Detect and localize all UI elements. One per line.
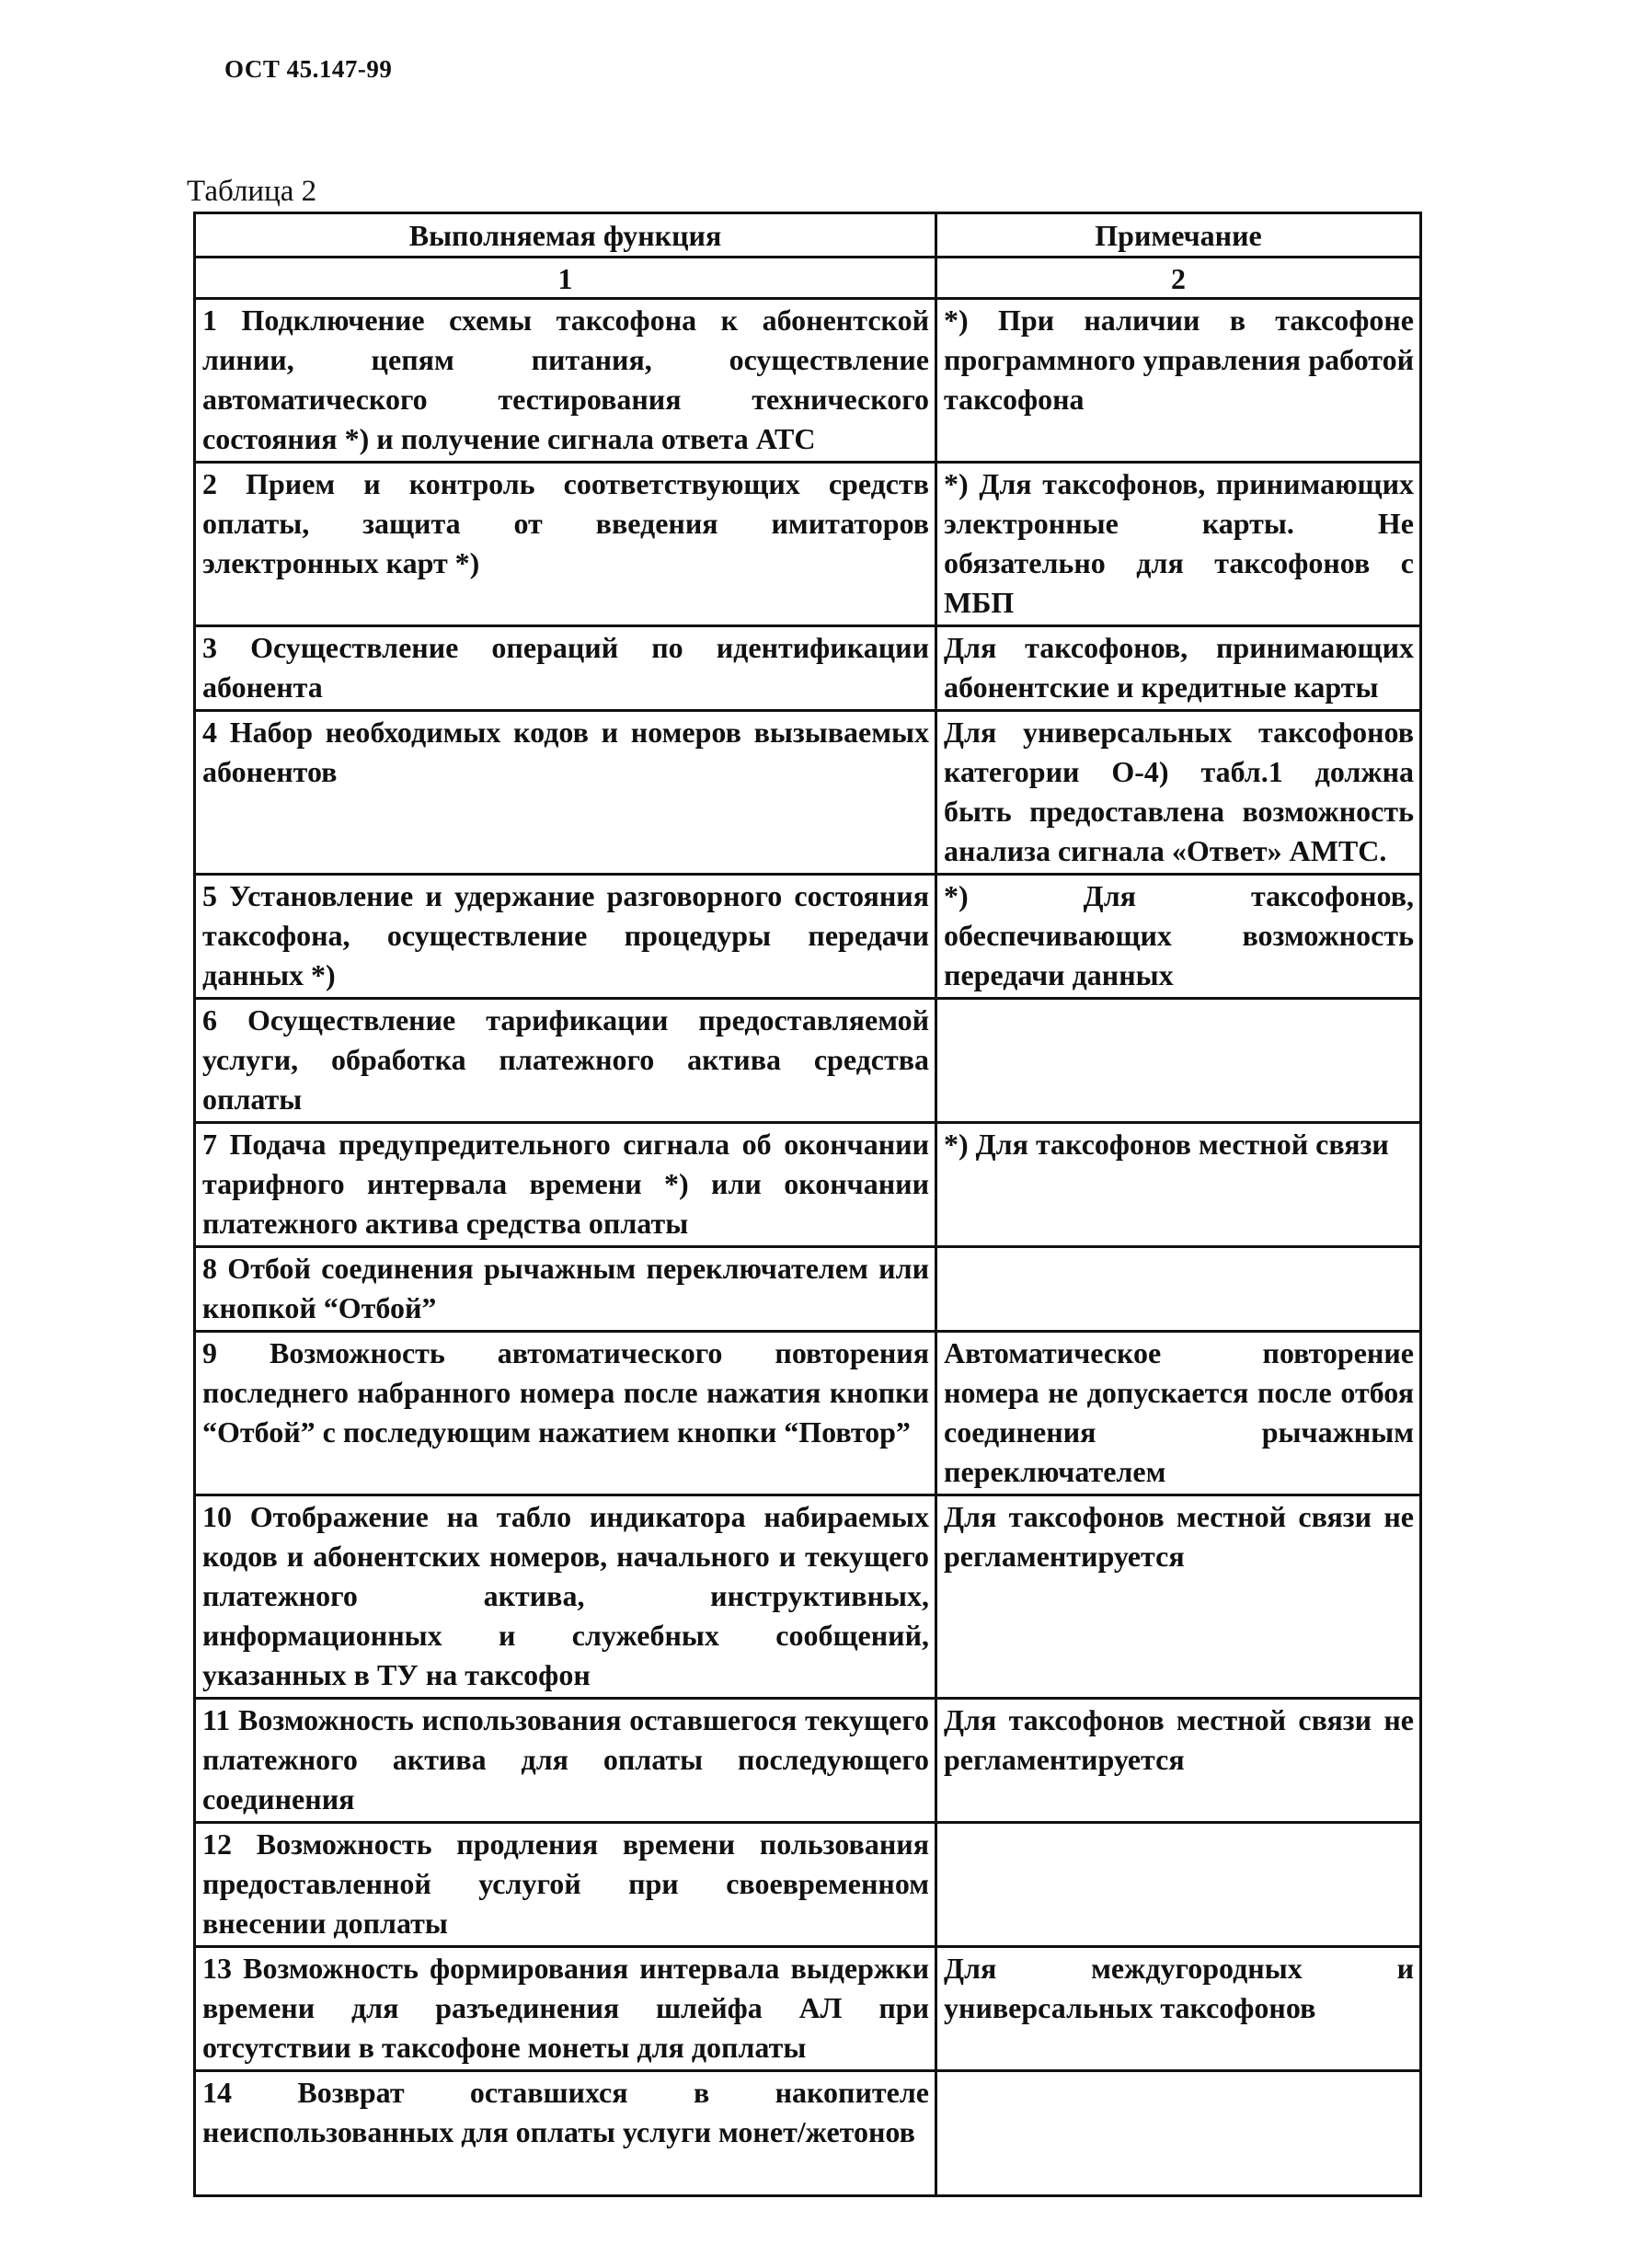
note-cell: Автоматическое повторение номера не допускается после отбоя соединения рычажным переключателем bbox=[936, 1332, 1421, 1495]
function-cell: 11 Возможность использования оставшегося текущего платежного актива для оплаты последующего соединения bbox=[195, 1699, 936, 1823]
note-cell bbox=[936, 1823, 1421, 1947]
function-cell: 2 Прием и контроль соответствующих средств оплаты, защита от введения имитаторов электронных карт *) bbox=[195, 463, 936, 626]
note-cell: *) Для таксофонов, обеспечивающих возможность передачи данных bbox=[936, 875, 1421, 999]
table-row bbox=[195, 1123, 1421, 1247]
table-row bbox=[195, 711, 1421, 875]
function-cell: 7 Подача предупредительного сигнала об окончании тарифного интервала времени *) или окончании платежного актива средства оплаты bbox=[195, 1123, 936, 1247]
table-row bbox=[195, 999, 1421, 1123]
note-cell bbox=[936, 999, 1421, 1123]
table-row bbox=[195, 1823, 1421, 1947]
table-row bbox=[195, 1947, 1421, 2071]
function-cell: 3 Осуществление операций по идентификации абонента bbox=[195, 626, 936, 711]
table-row bbox=[195, 1247, 1421, 1332]
note-cell: Для таксофонов местной связи не регламентируется bbox=[936, 1495, 1421, 1699]
note-cell: Для междугородных и универсальных таксофонов bbox=[936, 1947, 1421, 2071]
table-row bbox=[195, 2071, 1421, 2196]
table-row bbox=[195, 1495, 1421, 1699]
function-cell: 9 Возможность автоматического повторения последнего набранного номера после нажатия кнопки “Отбой” с последующим нажатием кнопки “Повтор” bbox=[195, 1332, 936, 1495]
table-header-row bbox=[195, 213, 1421, 258]
column-number-row bbox=[195, 258, 1421, 299]
function-cell: 12 Возможность продления времени пользования предоставленной услугой при своевременном внесении доплаты bbox=[195, 1823, 936, 1947]
note-cell: *) Для таксофонов местной связи bbox=[936, 1123, 1421, 1247]
table-row bbox=[195, 875, 1421, 999]
function-cell: 5 Установление и удержание разговорного состояния таксофона, осуществление процедуры передачи данных *) bbox=[195, 875, 936, 999]
function-cell: 1 Подключение схемы таксофона к абонентской линии, цепям питания, осуществление автоматического тестирования технического состояния *) и получение сигнала ответа АТС bbox=[195, 299, 936, 463]
table-row bbox=[195, 463, 1421, 626]
note-cell: Для универсальных таксофонов категории О-4) табл.1 должна быть предоставлена возможность анализа сигнала «Ответ» АМТС. bbox=[936, 711, 1421, 875]
function-cell: 4 Набор необходимых кодов и номеров вызываемых абонентов bbox=[195, 711, 936, 875]
column-header-note: Примечание bbox=[936, 213, 1421, 258]
column-number-1: 1 bbox=[195, 258, 936, 299]
note-cell bbox=[936, 2071, 1421, 2196]
table-row bbox=[195, 1699, 1421, 1823]
function-cell: 6 Осуществление тарификации предоставляемой услуги, обработка платежного актива средства оплаты bbox=[195, 999, 936, 1123]
note-cell: *) При наличии в таксофоне программного управления работой таксофона bbox=[936, 299, 1421, 463]
table-row bbox=[195, 1332, 1421, 1495]
column-number-2: 2 bbox=[936, 258, 1421, 299]
note-cell: *) Для таксофонов, принимающих электронные карты. Не обязательно для таксофонов с МБП bbox=[936, 463, 1421, 626]
note-cell: Для таксофонов местной связи не регламентируется bbox=[936, 1699, 1421, 1823]
table-row bbox=[195, 626, 1421, 711]
function-cell: 14 Возврат оставшихся в накопителе неиспользованных для оплаты услуги монет/жетонов bbox=[195, 2071, 936, 2196]
column-header-function: Выполняемая функция bbox=[195, 213, 936, 258]
document-code: ОСТ 45.147-99 bbox=[224, 55, 393, 83]
note-cell: Для таксофонов, принимающих абонентские и кредитные карты bbox=[936, 626, 1421, 711]
table-row bbox=[195, 299, 1421, 463]
note-cell bbox=[936, 1247, 1421, 1332]
functions-table bbox=[193, 212, 1422, 2197]
function-cell: 13 Возможность формирования интервала выдержки времени для разъединения шлейфа АЛ при отсутствии в таксофоне монеты для доплаты bbox=[195, 1947, 936, 2071]
table-caption: Таблица 2 bbox=[187, 175, 317, 208]
function-cell: 10 Отображение на табло индикатора набираемых кодов и абонентских номеров, начального и текущего платежного актива, инструктивных, информационных и служебных сообщений, указанных в ТУ на таксофон bbox=[195, 1495, 936, 1699]
function-cell: 8 Отбой соединения рычажным переключателем или кнопкой “Отбой” bbox=[195, 1247, 936, 1332]
